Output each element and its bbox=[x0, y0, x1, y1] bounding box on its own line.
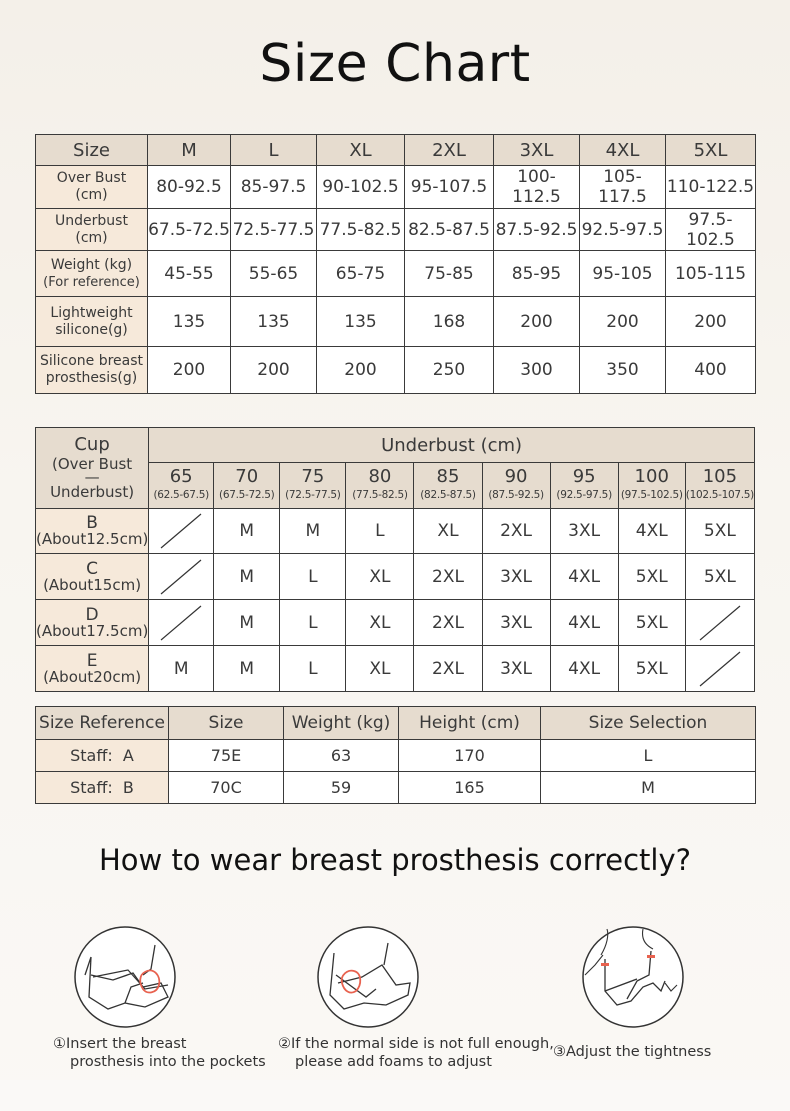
size-header-row bbox=[36, 135, 756, 166]
table-cell: 200 bbox=[231, 347, 317, 394]
cup-letter: D bbox=[85, 604, 99, 625]
table-cell: 200 bbox=[494, 297, 580, 347]
staff-label: Staff: A bbox=[36, 740, 169, 772]
table-cell: 5XL bbox=[618, 554, 685, 600]
table-row bbox=[36, 251, 756, 297]
table-row bbox=[36, 297, 756, 347]
underbust-value: 85 bbox=[436, 465, 460, 487]
page-title: Size Chart bbox=[259, 34, 531, 94]
table-cell: 75-85 bbox=[405, 251, 494, 297]
underbust-col-header bbox=[280, 463, 346, 509]
underbust-value: 70 bbox=[235, 465, 259, 487]
row-label: Over Bust bbox=[56, 170, 127, 186]
cup-sublabel-dash: — bbox=[84, 468, 100, 486]
row-sublabel: (cm) bbox=[75, 187, 108, 203]
table-cell: 5XL bbox=[685, 509, 754, 554]
underbust-range: (97.5-102.5) bbox=[620, 488, 683, 501]
underbust-range: (102.5-107.5) bbox=[685, 488, 754, 501]
table-cell: 165 bbox=[399, 772, 541, 804]
cup-sublabel: Underbust) bbox=[50, 483, 135, 501]
table-cell: L bbox=[280, 554, 346, 600]
size-col-header: L bbox=[231, 135, 317, 166]
not-available-cell bbox=[149, 509, 214, 554]
cup-row-header bbox=[36, 509, 149, 554]
table-cell: 135 bbox=[317, 297, 405, 347]
not-available-cell bbox=[685, 600, 754, 646]
not-available-cell bbox=[149, 600, 214, 646]
bra-insert-illustration-icon bbox=[73, 925, 197, 1035]
reference-header: Size Selection bbox=[541, 707, 756, 740]
table-cell: 4XL bbox=[550, 600, 618, 646]
size-col-header: 3XL bbox=[494, 135, 580, 166]
cup-label: Cup bbox=[74, 434, 110, 455]
table-cell: 100-112.5 bbox=[494, 166, 580, 209]
underbust-col-header bbox=[414, 463, 482, 509]
underbust-value: 65 bbox=[169, 465, 193, 487]
howto-title: How to wear breast prosthesis correctly? bbox=[98, 843, 692, 877]
table-cell: 200 bbox=[148, 347, 231, 394]
cup-note: (About17.5cm) bbox=[36, 621, 149, 640]
underbust-range: (77.5-82.5) bbox=[352, 488, 408, 501]
table-cell: 400 bbox=[666, 347, 756, 394]
step-text bbox=[278, 1035, 554, 1071]
table-cell: 95-107.5 bbox=[405, 166, 494, 209]
table-cell: 87.5-92.5 bbox=[494, 209, 580, 251]
table-cell: 110-122.5 bbox=[666, 166, 756, 209]
table-cell: 90-102.5 bbox=[317, 166, 405, 209]
row-header bbox=[36, 209, 148, 251]
table-row bbox=[36, 509, 755, 554]
table-cell: 95-105 bbox=[580, 251, 666, 297]
table-cell: L bbox=[346, 509, 414, 554]
table-cell: 4XL bbox=[550, 554, 618, 600]
table-cell: M bbox=[214, 646, 280, 692]
table-cell: 105-115 bbox=[666, 251, 756, 297]
table-cell: M bbox=[280, 509, 346, 554]
cup-row-header bbox=[36, 600, 149, 646]
row-sublabel: (cm) bbox=[75, 229, 108, 246]
underbust-col-header bbox=[149, 463, 214, 509]
howto-step-1 bbox=[53, 925, 266, 1071]
reference-header: Size bbox=[169, 707, 284, 740]
table-cell: XL bbox=[346, 554, 414, 600]
underbust-col-header bbox=[482, 463, 550, 509]
cup-note: (About12.5cm) bbox=[36, 530, 149, 548]
row-label: Weight (kg) bbox=[50, 256, 133, 273]
table-cell: 63 bbox=[284, 740, 399, 772]
size-col-header: M bbox=[148, 135, 231, 166]
table-cell: M bbox=[214, 554, 280, 600]
table-row bbox=[36, 646, 755, 692]
table-cell: 2XL bbox=[414, 646, 482, 692]
underbust-value: 80 bbox=[368, 465, 392, 487]
table-cell: L bbox=[280, 646, 346, 692]
table-cell: 82.5-87.5 bbox=[405, 209, 494, 251]
table-cell: M bbox=[541, 772, 756, 804]
reference-header-row bbox=[36, 707, 756, 740]
table-cell: 97.5-102.5 bbox=[666, 209, 756, 251]
table-cell: 200 bbox=[317, 347, 405, 394]
table-cell: XL bbox=[414, 509, 482, 554]
table-cell: 300 bbox=[494, 347, 580, 394]
cup-header-row bbox=[36, 428, 755, 463]
table-cell: 350 bbox=[580, 347, 666, 394]
table-cell: 200 bbox=[666, 297, 756, 347]
table-row bbox=[36, 600, 755, 646]
step-text bbox=[553, 1043, 711, 1061]
row-sublabel: (For reference) bbox=[43, 274, 140, 290]
cup-letter: E bbox=[86, 650, 98, 671]
table-cell: 85-95 bbox=[494, 251, 580, 297]
bra-foam-illustration-icon bbox=[316, 925, 440, 1035]
row-header bbox=[36, 251, 148, 297]
step-line: please add foams to adjust bbox=[295, 1054, 492, 1070]
table-cell: 3XL bbox=[482, 646, 550, 692]
howto-step-2 bbox=[278, 925, 554, 1071]
size-col-header: 2XL bbox=[405, 135, 494, 166]
underbust-col-header bbox=[214, 463, 280, 509]
bra-adjust-illustration-icon bbox=[581, 925, 705, 1035]
table-cell: 5XL bbox=[685, 554, 754, 600]
table-cell: M bbox=[149, 646, 214, 692]
reference-header: Size Reference bbox=[36, 707, 169, 740]
table-cell: 135 bbox=[231, 297, 317, 347]
cup-row-header bbox=[36, 554, 149, 600]
underbust-range: (62.5-67.5) bbox=[153, 488, 209, 501]
table-cell: 59 bbox=[284, 772, 399, 804]
size-table bbox=[35, 134, 756, 394]
table-row bbox=[36, 740, 756, 772]
step-line: ②If the normal side is not full enough, bbox=[278, 1036, 554, 1052]
table-row bbox=[36, 347, 756, 394]
table-cell: 5XL bbox=[618, 600, 685, 646]
table-cell: L bbox=[541, 740, 756, 772]
reference-table bbox=[35, 706, 756, 804]
table-cell: 77.5-82.5 bbox=[317, 209, 405, 251]
underbust-range: (67.5-72.5) bbox=[219, 488, 275, 501]
row-label: Lightweight bbox=[50, 304, 133, 321]
table-row bbox=[36, 554, 755, 600]
table-row bbox=[36, 166, 756, 209]
howto-step-3 bbox=[553, 925, 711, 1061]
size-header-label: Size bbox=[36, 135, 148, 166]
underbust-col-header bbox=[618, 463, 685, 509]
row-sublabel: silicone(g) bbox=[55, 321, 128, 338]
cup-note: (About20cm) bbox=[43, 667, 142, 686]
table-cell: 5XL bbox=[618, 646, 685, 692]
bottom-band bbox=[0, 1080, 790, 1111]
table-cell: 55-65 bbox=[231, 251, 317, 297]
table-cell: 72.5-77.5 bbox=[231, 209, 317, 251]
row-header bbox=[36, 166, 148, 209]
table-cell: 135 bbox=[148, 297, 231, 347]
table-cell: 200 bbox=[580, 297, 666, 347]
table-cell: 170 bbox=[399, 740, 541, 772]
table-cell: 80-92.5 bbox=[148, 166, 231, 209]
table-row bbox=[36, 209, 756, 251]
table-cell: 3XL bbox=[550, 509, 618, 554]
table-cell: 75E bbox=[169, 740, 284, 772]
not-available-cell bbox=[685, 646, 754, 692]
table-cell: 85-97.5 bbox=[231, 166, 317, 209]
underbust-col-header bbox=[685, 463, 754, 509]
size-col-header: 4XL bbox=[580, 135, 666, 166]
slash-icon bbox=[159, 558, 203, 596]
step-line: prosthesis into the pockets bbox=[70, 1054, 266, 1070]
table-cell: 4XL bbox=[550, 646, 618, 692]
staff-label: Staff: B bbox=[36, 772, 169, 804]
row-header bbox=[36, 347, 148, 394]
cup-row-header bbox=[36, 646, 149, 692]
size-col-header: 5XL bbox=[666, 135, 756, 166]
cup-note: (About15cm) bbox=[43, 575, 142, 594]
slash-icon bbox=[159, 512, 203, 550]
table-cell: 45-55 bbox=[148, 251, 231, 297]
reference-header: Weight (kg) bbox=[284, 707, 399, 740]
cup-letter: B bbox=[86, 513, 98, 533]
table-cell: 4XL bbox=[618, 509, 685, 554]
table-cell: 2XL bbox=[414, 554, 482, 600]
table-cell: 250 bbox=[405, 347, 494, 394]
table-cell: M bbox=[214, 600, 280, 646]
slash-icon bbox=[698, 650, 742, 688]
underbust-range: (87.5-92.5) bbox=[488, 488, 544, 501]
table-cell: 2XL bbox=[414, 600, 482, 646]
underbust-value: 95 bbox=[572, 465, 596, 487]
step-line: ①Insert the breast bbox=[53, 1036, 187, 1052]
table-cell: L bbox=[280, 600, 346, 646]
cup-header bbox=[36, 428, 149, 509]
table-cell: 67.5-72.5 bbox=[148, 209, 231, 251]
step-line: ③Adjust the tightness bbox=[553, 1044, 712, 1060]
size-col-header: XL bbox=[317, 135, 405, 166]
slash-icon bbox=[698, 604, 742, 642]
underbust-value: 100 bbox=[634, 465, 669, 487]
reference-header: Height (cm) bbox=[399, 707, 541, 740]
table-cell: 168 bbox=[405, 297, 494, 347]
row-header bbox=[36, 297, 148, 347]
underbust-range: (82.5-87.5) bbox=[420, 488, 476, 501]
underbust-col-header bbox=[346, 463, 414, 509]
table-cell: 105-117.5 bbox=[580, 166, 666, 209]
cup-table bbox=[35, 427, 755, 692]
underbust-range: (92.5-97.5) bbox=[556, 488, 612, 501]
row-label: Silicone breast bbox=[39, 353, 144, 369]
table-cell: 65-75 bbox=[317, 251, 405, 297]
row-sublabel: prosthesis(g) bbox=[45, 370, 138, 386]
underbust-title: Underbust (cm) bbox=[149, 428, 755, 463]
underbust-value: 90 bbox=[504, 465, 528, 487]
table-cell: 2XL bbox=[482, 509, 550, 554]
table-cell: XL bbox=[346, 646, 414, 692]
step-text bbox=[53, 1035, 266, 1071]
underbust-value: 75 bbox=[301, 465, 325, 487]
cup-sublabel: (Over Bust bbox=[51, 455, 133, 473]
underbust-range: (72.5-77.5) bbox=[285, 488, 341, 501]
underbust-value: 105 bbox=[702, 465, 738, 487]
table-cell: 70C bbox=[169, 772, 284, 804]
table-row bbox=[36, 772, 756, 804]
slash-icon bbox=[159, 604, 203, 642]
underbust-col-header bbox=[550, 463, 618, 509]
cup-letter: C bbox=[86, 558, 98, 579]
not-available-cell bbox=[149, 554, 214, 600]
table-cell: M bbox=[214, 509, 280, 554]
table-cell: XL bbox=[346, 600, 414, 646]
table-cell: 3XL bbox=[482, 554, 550, 600]
row-label: Underbust bbox=[55, 212, 128, 229]
table-cell: 92.5-97.5 bbox=[580, 209, 666, 251]
table-cell: 3XL bbox=[482, 600, 550, 646]
